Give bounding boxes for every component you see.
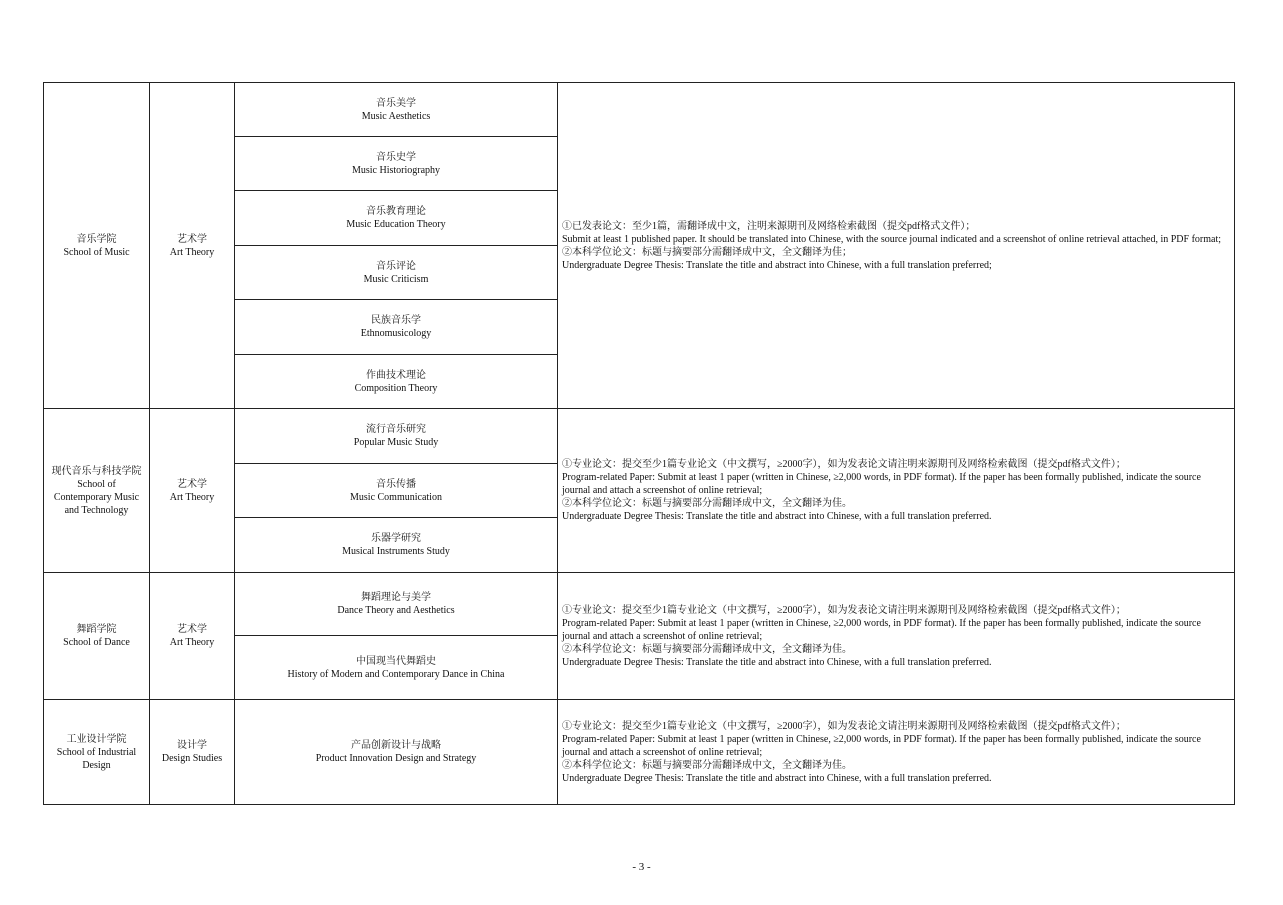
requirement-line: Undergraduate Degree Thesis: Translate the title and abstract into Chinese, with a full translation preferred. bbox=[562, 511, 992, 522]
requirement-line: Program-related Paper: Submit at least 1 paper (written in Chinese, ≥2,000 words, in PDF format). If the paper has been formally published, indicate the source journal and attach a screenshot of online retrieval; bbox=[562, 472, 1201, 496]
major-name-en: Music Communication bbox=[350, 491, 442, 503]
major-cell bbox=[235, 137, 558, 191]
requirement-line: ②本科学位论文：标题与摘要部分需翻译成中文，全文翻译为佳。 bbox=[562, 498, 852, 509]
major-cell bbox=[235, 246, 558, 300]
major-cell bbox=[235, 518, 558, 573]
school-name-zh: 舞蹈学院 bbox=[76, 624, 117, 635]
school-name-zh: 现代音乐与科技学院 bbox=[51, 465, 142, 477]
major-name-en: Dance Theory and Aesthetics bbox=[337, 605, 455, 616]
major-name-en: Product Innovation Design and Strategy bbox=[315, 753, 477, 764]
major-name-en: Popular Music Study bbox=[353, 437, 439, 448]
requirements-cell bbox=[558, 573, 1235, 700]
major-name-zh: 乐器学研究 bbox=[371, 533, 421, 544]
major-name-zh: 音乐史学 bbox=[376, 151, 416, 163]
major-name-en: Musical Instruments Study bbox=[342, 546, 450, 557]
requirement-line: ②本科学位论文：标题与摘要部分需翻译成中文，全文翻译为佳。 bbox=[562, 643, 852, 655]
major-name-zh: 舞蹈理论与美学 bbox=[361, 592, 431, 603]
school-name-en: School of Contemporary Music and Technology bbox=[53, 478, 140, 516]
school-cell bbox=[44, 83, 150, 409]
requirement-line: ①专业论文：提交至少1篇专业论文（中文撰写，≥2000字），如为发表论文请注明来源期刊及网络检索截图（提交pdf格式文件）； bbox=[562, 720, 1126, 732]
school-cell bbox=[44, 700, 150, 805]
major-name-zh: 音乐传播 bbox=[376, 478, 416, 490]
discipline-name-en: Art Theory bbox=[169, 491, 215, 503]
requirements-cell bbox=[558, 700, 1235, 805]
major-name-zh: 流行音乐研究 bbox=[366, 424, 426, 435]
discipline-name-zh: 艺术学 bbox=[177, 233, 207, 245]
major-name-en: History of Modern and Contemporary Dance in China bbox=[287, 668, 505, 680]
requirements-cell bbox=[558, 83, 1235, 409]
major-name-en: Music Aesthetics bbox=[361, 110, 431, 122]
major-name-en: Music Historiography bbox=[351, 164, 441, 176]
major-name-zh: 音乐评论 bbox=[376, 260, 416, 272]
major-name-zh: 产品创新设计与战略 bbox=[351, 740, 441, 751]
requirement-line: Program-related Paper: Submit at least 1 paper (written in Chinese, ≥2,000 words, in PDF format). If the paper has been formally published, indicate the source journal and attach a screenshot of online retrieval; bbox=[562, 617, 1201, 642]
major-cell bbox=[235, 191, 558, 246]
school-name-en: School of Dance bbox=[63, 637, 130, 648]
discipline-name-zh: 设计学 bbox=[177, 740, 207, 751]
requirement-line: ①已发表论文：至少1篇，需翻译成中文，注明来源期刊及网络检索截图（提交pdf格式文件）； bbox=[562, 220, 976, 232]
table-row bbox=[44, 573, 1235, 636]
requirement-line: Program-related Paper: Submit at least 1 paper (written in Chinese, ≥2,000 words, in PDF format). If the paper has been formally published, indicate the source journal and attach a screenshot of online retrieval; bbox=[562, 733, 1201, 758]
school-name-en: School of Industrial Design bbox=[56, 746, 137, 771]
major-name-en: Music Education Theory bbox=[346, 219, 446, 230]
programs-table bbox=[43, 82, 1235, 805]
requirement-line: ②本科学位论文：标题与摘要部分需翻译成中文，全文翻译为佳。 bbox=[562, 759, 852, 771]
major-cell bbox=[235, 355, 558, 409]
discipline-cell bbox=[150, 83, 235, 409]
major-cell bbox=[235, 700, 558, 805]
major-cell bbox=[235, 636, 558, 700]
major-cell bbox=[235, 409, 558, 464]
major-name-zh: 中国现当代舞蹈史 bbox=[356, 655, 436, 667]
table-row bbox=[44, 409, 1235, 464]
major-cell bbox=[235, 83, 558, 137]
requirement-line: Undergraduate Degree Thesis: Translate the title and abstract into Chinese, with a full translation preferred; bbox=[562, 259, 992, 271]
requirements-cell bbox=[558, 409, 1235, 573]
discipline-name-en: Art Theory bbox=[169, 637, 215, 648]
school-name-en: School of Music bbox=[63, 246, 130, 258]
requirement-line: ①专业论文：提交至少1篇专业论文（中文撰写，≥2000字），如为发表论文请注明来源期刊及网络检索截图（提交pdf格式文件）； bbox=[562, 604, 1126, 616]
major-cell bbox=[235, 464, 558, 518]
discipline-cell bbox=[150, 573, 235, 700]
discipline-cell bbox=[150, 700, 235, 805]
requirement-line: Undergraduate Degree Thesis: Translate the title and abstract into Chinese, with a full translation preferred. bbox=[562, 656, 992, 668]
discipline-name-en: Art Theory bbox=[169, 246, 215, 258]
page-number: - 3 - bbox=[632, 861, 651, 873]
requirement-line: ①专业论文：提交至少1篇专业论文（中文撰写，≥2000字），如为发表论文请注明来源期刊及网络检索截图（提交pdf格式文件）； bbox=[562, 459, 1126, 470]
school-name-zh: 音乐学院 bbox=[76, 233, 117, 245]
discipline-cell bbox=[150, 409, 235, 573]
major-cell bbox=[235, 573, 558, 636]
major-name-en: Ethnomusicology bbox=[360, 328, 432, 339]
school-name-zh: 工业设计学院 bbox=[66, 733, 127, 745]
major-name-zh: 音乐教育理论 bbox=[366, 206, 426, 217]
major-name-zh: 民族音乐学 bbox=[371, 315, 421, 326]
major-name-en: Composition Theory bbox=[354, 382, 438, 394]
table-row bbox=[44, 700, 1235, 805]
requirement-line: Undergraduate Degree Thesis: Translate the title and abstract into Chinese, with a full translation preferred. bbox=[562, 772, 992, 784]
major-name-zh: 音乐美学 bbox=[376, 97, 416, 109]
discipline-name-zh: 艺术学 bbox=[177, 624, 207, 635]
discipline-name-en: Design Studies bbox=[161, 753, 223, 764]
school-cell bbox=[44, 573, 150, 700]
major-cell bbox=[235, 300, 558, 355]
discipline-name-zh: 艺术学 bbox=[177, 478, 207, 490]
table-row bbox=[44, 83, 1235, 137]
requirement-line: ②本科学位论文：标题与摘要部分需翻译成中文，全文翻译为佳； bbox=[562, 246, 852, 258]
major-name-en: Music Criticism bbox=[363, 273, 429, 285]
requirement-line: Submit at least 1 published paper. It should be translated into Chinese, with the source journal indicated and a screenshot of online retrieval attached, in PDF format; bbox=[562, 233, 1221, 245]
school-cell bbox=[44, 409, 150, 573]
major-name-zh: 作曲技术理论 bbox=[366, 369, 426, 381]
